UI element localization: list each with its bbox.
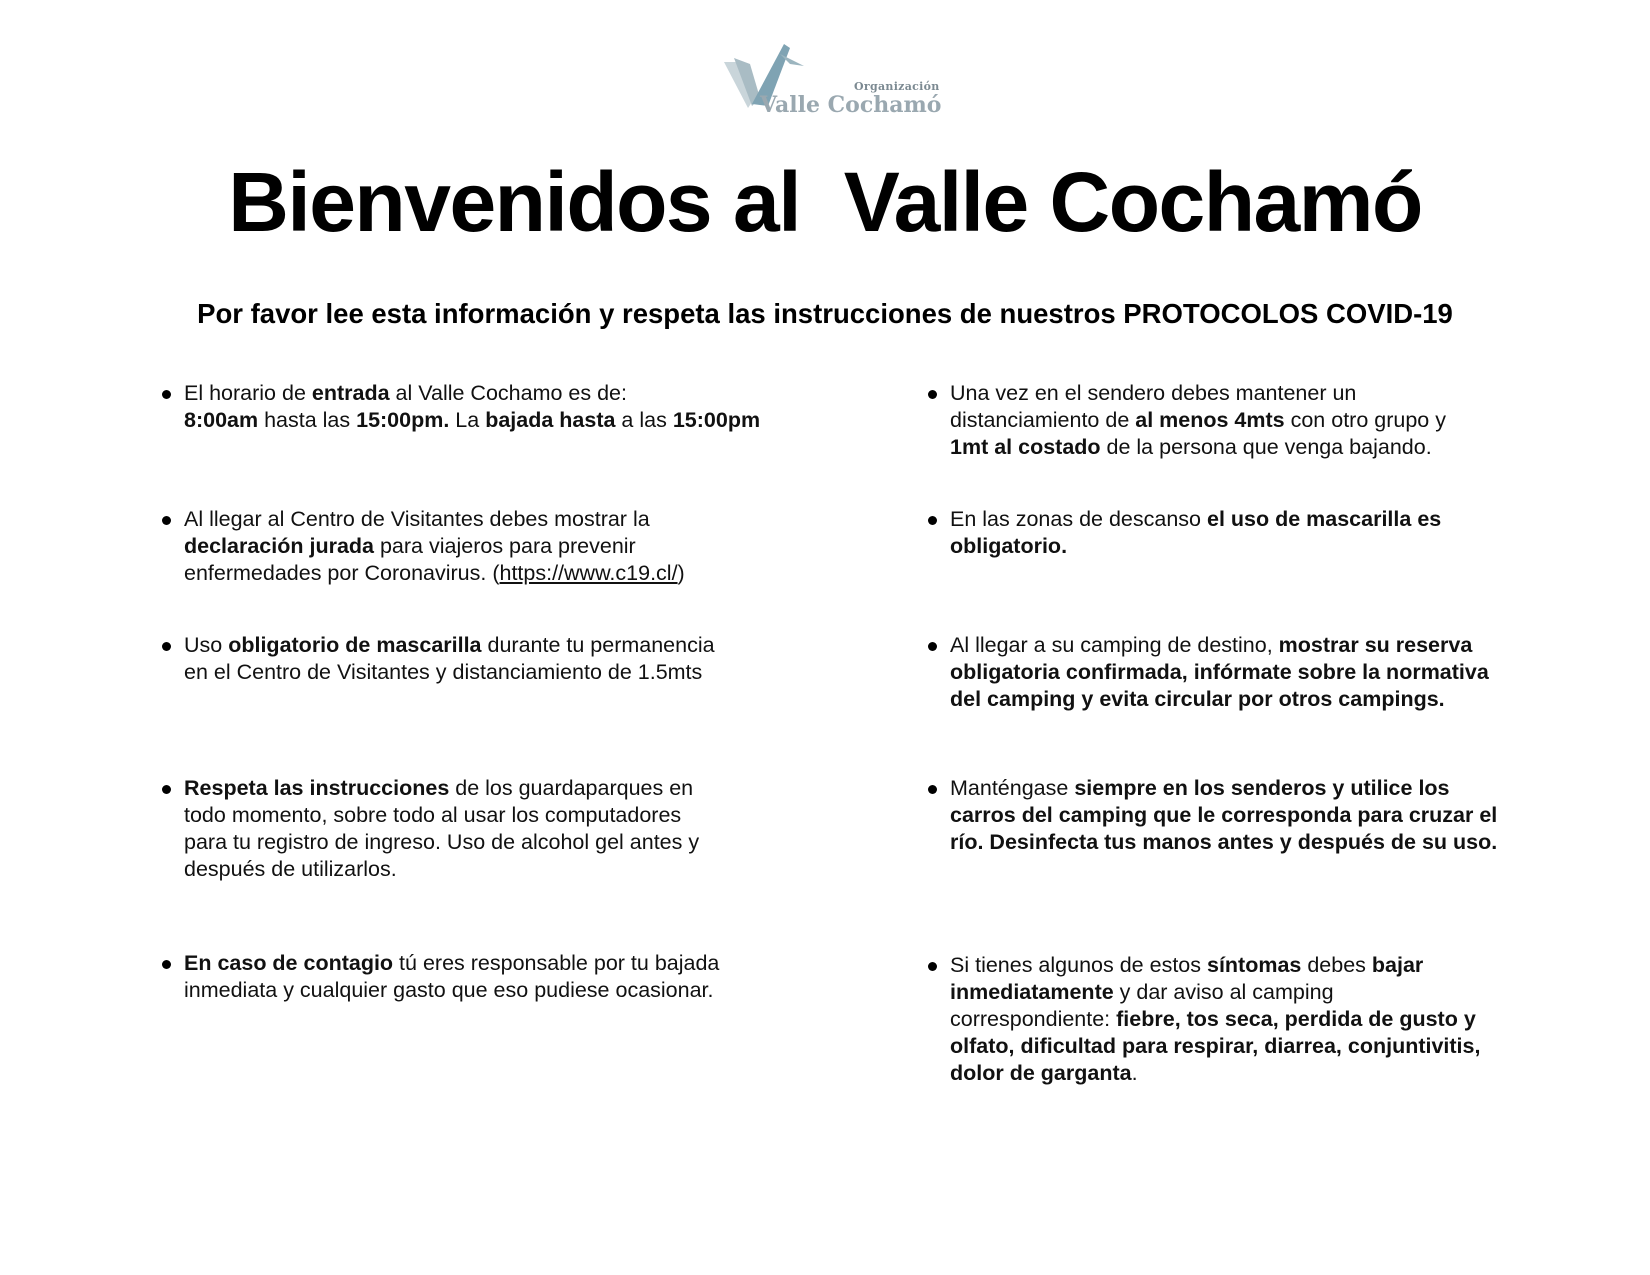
bold-text: inmediatamente [950,980,1114,1004]
list-item [184,950,804,1004]
organization-logo [724,44,940,124]
item-text [950,633,1489,711]
text-run: El horario de [184,381,312,405]
text-run: y dar aviso al camping [1113,980,1334,1004]
text-run: Al llegar a su camping de destino, [950,633,1279,657]
text-run: Si tienes algunos de estos [950,953,1207,977]
bold-text: obligatorio. [950,534,1068,558]
bullet-icon [928,516,937,525]
bullet-icon [162,642,171,651]
list-item [950,380,1520,461]
text-run: Al llegar al Centro de Visitantes debes mostrar la [184,507,650,531]
logo-org-label: Organización [854,80,940,93]
page-subtitle: Por favor lee esta información y respeta las instrucciones de nuestros PROTOCOLOS COVID-19 [197,298,1453,329]
bold-text: olfato, dificultad para respirar, diarrea, conjuntivitis, [950,1034,1481,1058]
text-run: para tu registro de ingreso. Uso de alcohol gel antes y [184,830,700,854]
text-run: de los guardaparques en [449,776,694,800]
bold-text: 15:00pm. [356,408,450,432]
list-item [184,775,804,883]
text-run: La [449,408,486,432]
bold-text: En caso de contagio [184,951,394,975]
list-item [950,775,1520,856]
bold-text: 1mt al costado [950,435,1101,459]
bold-text: del camping y evita circular por otros campings. [950,687,1445,711]
list-item [184,380,804,434]
bullet-icon [162,960,171,969]
text-run: distanciamiento de [950,408,1136,432]
bullet-icon [928,390,937,399]
bold-text: siempre en los senderos y utilice los [1074,776,1450,800]
text-run: enfermedades por Coronavirus. ( [184,561,500,585]
bullet-icon [928,642,937,651]
text-run: después de utilizarlos. [184,857,397,881]
text-run: inmediata y cualquier gasto que eso pudiese ocasionar. [184,978,714,1002]
bullet-icon [162,516,171,525]
bold-text: Respeta las instrucciones [184,776,450,800]
bold-text: dolor de garganta [950,1061,1132,1085]
bullet-icon [162,785,171,794]
logo-name: Valle Cochamó [760,92,942,118]
page-title: Bienvenidos al Valle Cochamó [228,155,1422,249]
bullet-icon [162,390,171,399]
item-text [184,951,719,1002]
text-run: Manténgase [950,776,1075,800]
text-run: con otro grupo y [1284,408,1446,432]
item-text [184,776,699,881]
text-run: correspondiente: [950,1007,1117,1031]
text-run: . [1131,1061,1138,1085]
text-run: todo momento, sobre todo al usar los computadores [184,803,682,827]
link-text[interactable]: https://www.c19.cl/ [499,561,678,585]
item-text [950,381,1446,459]
text-run: en el Centro de Visitantes y distanciamiento de 1.5mts [184,660,703,684]
item-text [184,381,760,432]
bold-text: fiebre, tos seca, perdida de gusto y [1116,1007,1476,1031]
item-text [184,507,685,585]
bold-text: obligatoria confirmada, infórmate sobre la normativa [950,660,1489,684]
text-run: debes [1301,953,1372,977]
text-run: Una vez en el sendero debes mantener un [950,381,1357,405]
text-run: durante tu permanencia [481,633,715,657]
bold-text: bajar [1371,953,1424,977]
bold-text: al menos 4mts [1135,408,1285,432]
text-run: a las [615,408,673,432]
item-text [950,953,1480,1085]
bold-text: carros del camping que le corresponda para cruzar el [950,803,1498,827]
bold-text: declaración jurada [184,534,374,558]
item-text [950,776,1497,854]
bold-text: obligatorio de mascarilla [228,633,482,657]
bold-text: 15:00pm [672,408,761,432]
item-text [950,507,1441,558]
list-item [950,506,1520,560]
list-item [184,506,804,587]
bold-text: el uso de mascarilla es [1206,507,1442,531]
text-run: de la persona que venga bajando. [1100,435,1432,459]
text-run: al Valle Cochamo es de: [389,381,627,405]
bold-text: río. Desinfecta tus manos antes y después de su uso. [950,830,1498,854]
text-run: Uso [184,633,229,657]
item-text [184,633,715,684]
text-run: ) [677,561,685,585]
bullet-icon [928,962,937,971]
bold-text: entrada [311,381,390,405]
bold-text: 8:00am [184,408,259,432]
list-item [950,952,1520,1087]
bold-text: mostrar su reserva [1278,633,1473,657]
list-item [950,632,1520,713]
bold-text: síntomas [1206,953,1302,977]
text-run: tú eres responsable por tu bajada [393,951,720,975]
text-run: hasta las [258,408,357,432]
bullet-icon [928,785,937,794]
bold-text: bajada hasta [485,408,616,432]
text-run: En las zonas de descanso [950,507,1207,531]
list-item [184,632,804,686]
text-run: para viajeros para prevenir [374,534,636,558]
